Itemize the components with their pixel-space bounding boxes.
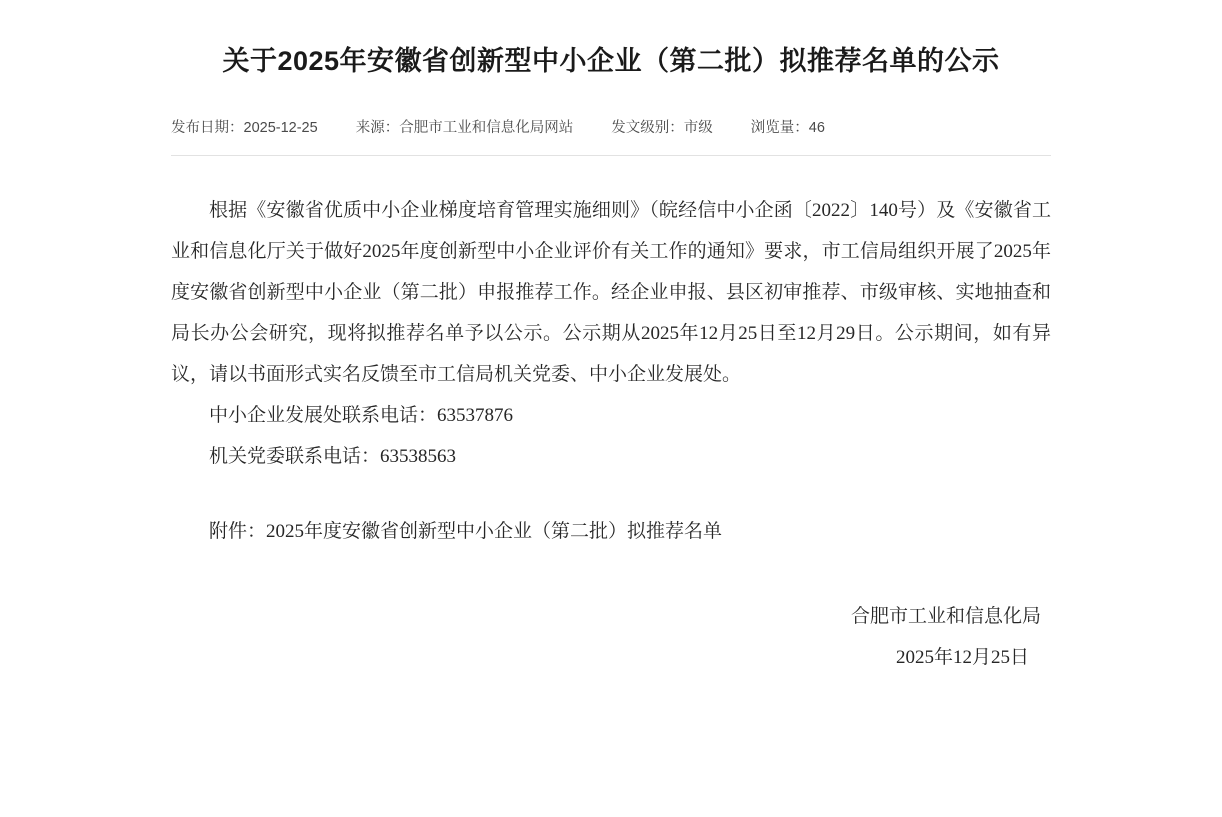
meta-publish-date (171, 116, 318, 137)
article-container (171, 0, 1051, 678)
meta-source-value: 合肥市工业和信息化局网站 (399, 120, 574, 136)
article-body (171, 190, 1051, 678)
signature-organization: 合肥市工业和信息化局 (850, 606, 1041, 627)
meta-source (356, 116, 574, 137)
paragraph-contact-party: 机关党委联系电话：63538563 (209, 446, 457, 467)
meta-source-label: 来源： (355, 120, 400, 136)
meta-publish-date-label: 发布日期： (171, 120, 244, 136)
body-spacer (171, 477, 1051, 511)
meta-views (751, 116, 825, 137)
signature-date: 2025年12月25日 (895, 647, 1029, 668)
paragraph-main: 根据《安徽省优质中小企业梯度培育管理实施细则》（皖经信中小企函〔2022〕140号）及《安徽省工业和信息化厅关于做好2025年度创新型中小企业评价有关工作的通知》要求，市工信局组织开展了2025年度安徽省创新型中小企业（第二批）申报推荐工作。经企业申报、县区初审推荐、市级审核、实地抽查和局长办公会研究，现将拟推荐名单予以公示。公示期从2025年12月25日至12月29日。公示期间，如有异议，请以书面形式实名反馈至市工信局机关党委、中小企业发展处。 (171, 200, 1051, 385)
meta-level (611, 116, 713, 137)
attachment-line: 附件：2025年度安徽省创新型中小企业（第二批）拟推荐名单 (209, 521, 723, 542)
meta-level-label: 发文级别： (611, 120, 684, 136)
signature-block (171, 596, 1051, 678)
meta-level-value: 市级 (683, 120, 713, 136)
meta-views-label: 浏览量： (750, 120, 809, 136)
article-meta (171, 116, 1051, 156)
meta-views-value: 46 (808, 120, 825, 136)
paragraph-contact-sme: 中小企业发展处联系电话：63537876 (209, 405, 514, 426)
page-title: 关于2025年安徽省创新型中小企业（第二批）拟推荐名单的公示 (222, 46, 1000, 76)
meta-publish-date-value: 2025-12-25 (243, 120, 318, 136)
